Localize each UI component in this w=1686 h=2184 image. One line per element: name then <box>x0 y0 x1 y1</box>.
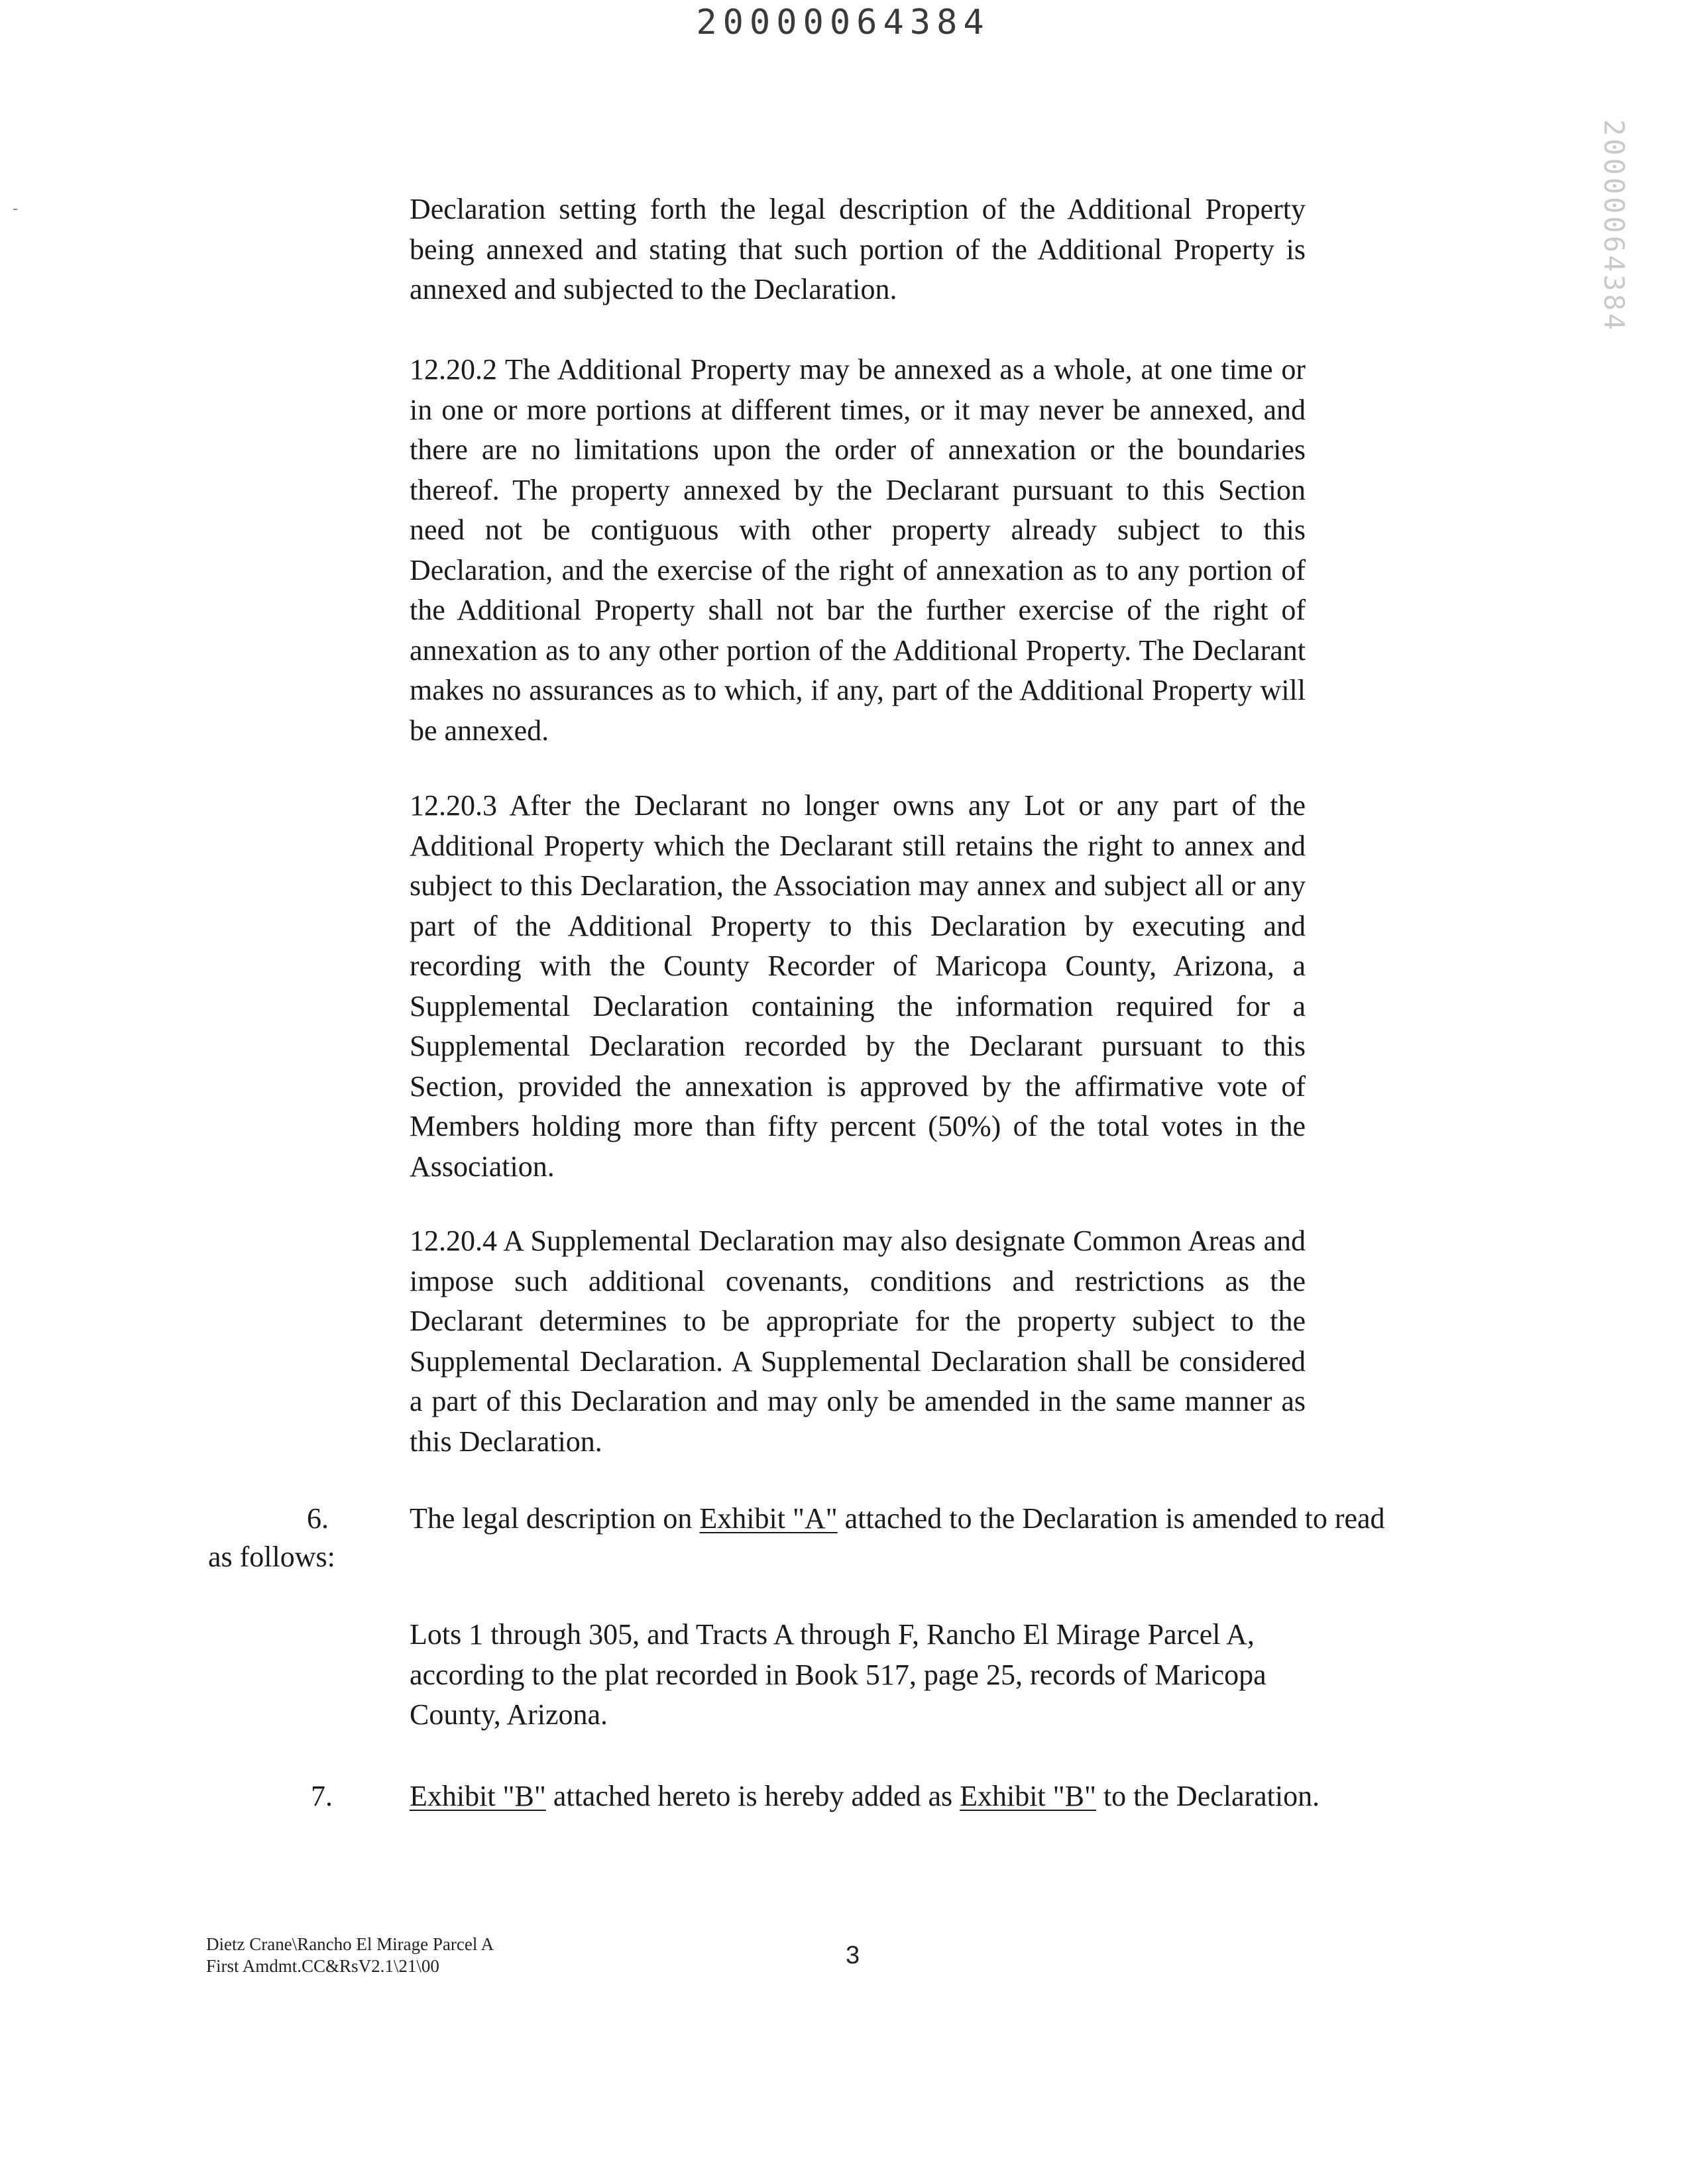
section-12-20-4 <box>410 1221 1306 1462</box>
footer-file-reference-line2: First Amdmt.CC&RsV2.1\21\00 <box>206 1956 439 1976</box>
item-6-number: 6. <box>307 1502 329 1535</box>
footer-file-reference <box>206 1934 494 1977</box>
item-7-number: 7. <box>311 1780 333 1812</box>
item-7-text-middle: attached hereto is hereby added as <box>545 1780 960 1812</box>
section-12-20-2-text: 12.20.2 The Additional Property may be annexed as a whole, at one time or in one or more portions at different times, or it may never be annexed, and there are no limitations upon the order of annexation or the boundaries thereof. The property annexed by the Declarant pursuant to this Section need not be contiguous with other property already subject to this Declaration, and the exercise of the right of annexation as to any portion of the Additional Property shall not bar the further exercise of the right of annexation as to any other portion of the Additional Property. The Declarant makes no assurances as to which, if any, part of the Additional Property will be annexed. <box>410 353 1306 747</box>
section-12-20-2 <box>410 350 1306 751</box>
footer-file-reference-line1: Dietz Crane\Rancho El Mirage Parcel A <box>206 1934 494 1954</box>
page-number: 3 <box>846 1941 860 1969</box>
item-6-continuation: as follows: <box>208 1541 335 1573</box>
item-6-text-before: The legal description on <box>410 1502 700 1535</box>
legal-description <box>410 1615 1306 1735</box>
item-6-text-after: attached to the Declaration is amended to read <box>837 1502 1385 1535</box>
section-12-20-4-text: 12.20.4 A Supplemental Declaration may also designate Common Areas and impose such additional covenants, conditions and restrictions as the Declarant determines to be appropriate for the property subject to the Supplemental Declaration. A Supplemental Declaration shall be considered a part of this Declaration and may only be amended in the same manner as this Declaration. <box>410 1225 1306 1458</box>
intro-paragraph <box>410 190 1306 310</box>
legal-description-text: Lots 1 through 305, and Tracts A through F, Rancho El Mirage Parcel A, according to the plat recorded in Book 517, page 25, records of Maricopa County, Arizona. <box>410 1618 1266 1731</box>
exhibit-b-reference: Exhibit "B" <box>410 1780 546 1812</box>
side-recording-stamp: 20000064384 <box>1598 119 1630 333</box>
recording-number: 20000064384 <box>696 3 990 42</box>
exhibit-a-reference: Exhibit "A" <box>699 1502 838 1535</box>
scan-speck <box>13 209 17 210</box>
item-7-text-after: to the Declaration. <box>1096 1780 1320 1812</box>
intro-paragraph-text: Declaration setting forth the legal description of the Additional Property being annexed and stating that such portion of the Additional Property is annexed and subjected to the Declaration. <box>410 193 1306 305</box>
exhibit-b-reference-second: Exhibit "B" <box>960 1780 1096 1812</box>
section-12-20-3-text: 12.20.3 After the Declarant no longer owns any Lot or any part of the Additional Property which the Declarant still retains the right to annex and subject to this Declaration, the Association may annex and subject all or any part of the Additional Property to this Declaration by executing and recording with the County Recorder of Maricopa County, Arizona, a Supplemental Declaration containing the information required for a Supplemental Declaration recorded by the Declarant pursuant to this Section, provided the annexation is approved by the affirmative vote of Members holding more than fifty percent (50%) of the total votes in the Association. <box>410 789 1306 1183</box>
section-12-20-3 <box>410 786 1306 1187</box>
item-6-text <box>410 1499 1385 1539</box>
item-7-text <box>410 1776 1320 1816</box>
